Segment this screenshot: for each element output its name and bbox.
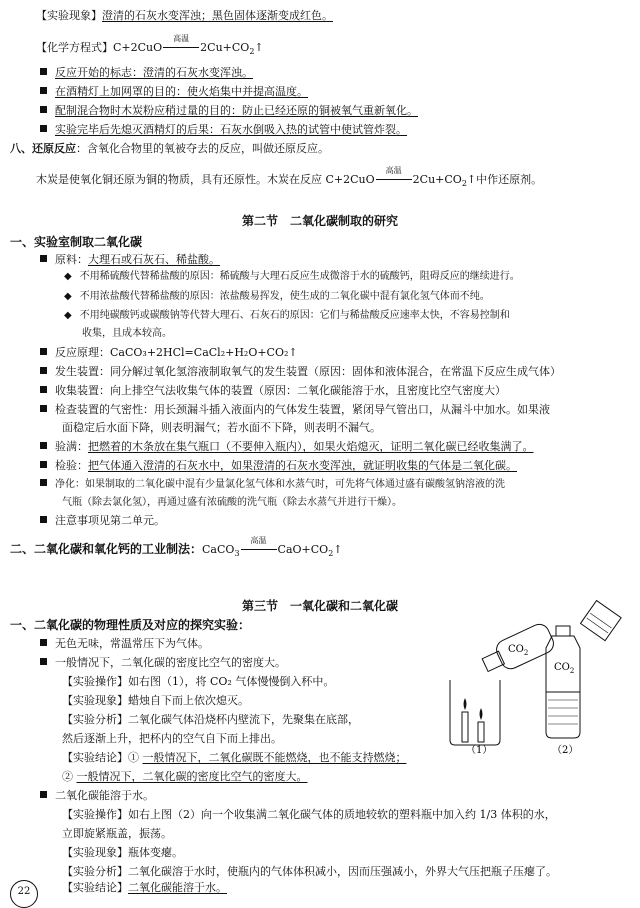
- prop-3-text: 二氧化碳能溶于水。: [55, 789, 154, 802]
- diamond-bullet-icon: ◆: [64, 271, 72, 282]
- figure-caption-2: （2）: [552, 745, 579, 756]
- condition-text-3: 高温: [250, 536, 267, 545]
- diamond-1: [64, 269, 520, 285]
- diamond-bullet-icon: ◆: [64, 291, 72, 302]
- flame-icon: [464, 698, 467, 710]
- an2-label: 【实验分析】: [62, 865, 128, 878]
- square-bullet-icon: [40, 516, 47, 523]
- bullet-1: [40, 65, 253, 81]
- co2-experiment-figure: [440, 600, 630, 760]
- bullet-text: 配制混合物时木炭粉应稍过量的目的：防止已经还原的铜被氧气重新氧化。: [55, 104, 418, 117]
- prop-1: [40, 636, 209, 652]
- diamond-3-cont: 收集，且成本较高。: [82, 328, 172, 339]
- collector-line: [40, 383, 506, 399]
- co2-text: 二氧化碳能溶于水。: [128, 881, 227, 894]
- airtight-text: 检查装置的气密性：用长颈漏斗插入液面内的气体发生装置，紧闭导气管出口，从漏斗中加水。如果液: [55, 403, 550, 416]
- carbon-line: [36, 166, 543, 192]
- generator-line: [40, 364, 561, 380]
- principle-line: [40, 345, 298, 361]
- bullet-text: 在酒精灯上加网罩的目的：使火焰集中并提高温度。: [55, 85, 308, 98]
- an1-label: 【实验分析】: [62, 713, 128, 726]
- section2-heading1: 一、实验室制取二氧化碳: [10, 235, 143, 249]
- co1-label: 【实验结论】: [62, 751, 128, 764]
- an1-cont: 然后逐渐上升，把杯内的空气自下而上排出。: [62, 732, 282, 745]
- condition-high-temp-2: [375, 166, 413, 188]
- raw-label: 原料：: [55, 253, 88, 266]
- principle-text: CaCO₃+2HCl=CaCl₂+H₂O+CO₂↑: [110, 346, 298, 359]
- ph1-line: [62, 693, 249, 709]
- co2-label: 【实验结论】: [62, 881, 128, 894]
- industrial-right: CaO+CO: [277, 543, 329, 556]
- bullet-text: 实验完毕后先熄灭酒精灯的后果：石灰水倒吸入热的试管中使试管炸裂。: [55, 123, 407, 136]
- diamond-text: 不用浓盐酸代替稀盐酸的原因：浓盐酸易挥发，使生成的二氧化碳中混有氯化氢气体而不纯。: [79, 291, 490, 302]
- beaker-icon: [450, 680, 500, 745]
- op1-label: 【实验操作】: [62, 675, 128, 688]
- an1-text: 二氧化碳气体沿烧杯内壁流下，先聚集在底部，: [128, 713, 359, 726]
- square-bullet-icon: [40, 348, 47, 355]
- diamond-3: [64, 308, 510, 324]
- co1-num2: ②: [62, 770, 73, 783]
- diamond-2: [64, 289, 490, 305]
- co1-num1: ①: [128, 751, 139, 764]
- equation-line: [36, 34, 264, 60]
- op2-label: 【实验操作】: [62, 808, 128, 821]
- prop-2-text: 一般情况下，二氧化碳的密度比空气的密度大。: [55, 656, 286, 669]
- full-check-label: 验满：: [55, 440, 88, 453]
- op1-text: 如右图（1），将 CO₂ 气体慢慢倒入杯中。: [128, 675, 335, 688]
- ph1-text: 蜡烛自下而上依次熄灭。: [128, 694, 249, 707]
- carbon-after1: 2Cu+CO: [412, 173, 462, 186]
- section2-title: 第二节 二氧化碳制取的研究: [241, 214, 398, 228]
- section8-num: 八、: [10, 142, 32, 155]
- co2-label-1: $CO_2$: [508, 644, 529, 657]
- test-line: [40, 458, 517, 474]
- ph2-text: 瓶体变瘪。: [128, 846, 183, 859]
- phenomenon-label: 【实验现象】: [36, 9, 102, 22]
- co2-label-2: $CO_2$: [554, 662, 575, 675]
- an2-line: [62, 864, 557, 880]
- ph2-label: 【实验现象】: [62, 846, 128, 859]
- equation-label: 【化学方程式】: [36, 41, 113, 54]
- industrial-arrow: ↑: [333, 543, 343, 556]
- equation-arrow: ↑: [254, 41, 264, 54]
- airtight-cont: 面稳定后水面下降，则表明漏气；若水面不下降，则表明不漏气。: [62, 421, 381, 434]
- bullet-text: 反应开始的标志：澄清的石灰水变浑浊。: [55, 66, 253, 79]
- candle-icon: [478, 722, 484, 742]
- diamond-bullet-icon: ◆: [64, 310, 72, 321]
- op1-line: [62, 674, 334, 690]
- condition-high-temp: [162, 34, 200, 56]
- equation-left: C+2CuO: [113, 41, 163, 54]
- collector-text: 收集装置：向上排空气法收集气体的装置（原因：二氧化碳能溶于水，且密度比空气密度大）: [55, 384, 506, 397]
- prop-1-text: 无色无味，常温常压下为气体。: [55, 637, 209, 650]
- carbon-sub: 2: [461, 179, 467, 189]
- carbon-after2: ↑中作还原剂。: [466, 173, 543, 186]
- ph2-line: [62, 845, 183, 861]
- co1-text2: 一般情况下，二氧化碳的密度比空气的密度大。: [76, 770, 308, 783]
- square-bullet-icon: [40, 125, 47, 132]
- bullet-3: [40, 103, 418, 119]
- test-label: 检验：: [55, 459, 88, 472]
- square-bullet-icon: [40, 106, 47, 113]
- raw-text: 大理石或石灰石、稀盐酸。: [88, 253, 220, 266]
- figure-caption-1: （1）: [466, 745, 493, 756]
- ph1-label: 【实验现象】: [62, 694, 128, 707]
- co1-cont: [62, 769, 308, 785]
- square-bullet-icon: [40, 68, 47, 75]
- section3-heading1: 一、二氧化碳的物理性质及对应的探究实验：: [10, 618, 251, 632]
- candle-icon: [462, 712, 468, 742]
- square-bullet-icon: [40, 442, 47, 449]
- purify-line: [40, 477, 505, 493]
- generator-text: 发生装置：同分解过氧化氢溶液制取氧气的发生装置（原因：固体和液体混合，在常温下反应生成气体）: [55, 365, 561, 378]
- co1-line: [62, 750, 407, 766]
- industrial-heading: 二、二氧化碳和氧化钙的工业制法：: [10, 542, 203, 556]
- bullet-4: [40, 122, 407, 138]
- square-bullet-icon: [40, 405, 47, 412]
- raw-materials: [40, 252, 220, 268]
- test-text: 把气体通入澄清的石灰水中，如果澄清的石灰水变浑浊，就证明收集的气体是二氧化碳。: [88, 459, 517, 472]
- phenomenon-text: 澄清的石灰水变浑浊；黑色固体逐渐变成红色。: [102, 9, 333, 22]
- bullet-2: [40, 84, 308, 100]
- section8-text: ：含氧化合物里的氧被夺去的反应，叫做还原反应。: [76, 142, 329, 155]
- square-bullet-icon: [40, 87, 47, 94]
- condition-high-temp-3: [240, 536, 278, 558]
- airtight-line: [40, 402, 550, 418]
- flame-icon: [480, 708, 483, 720]
- co1-text1: 一般情况下，二氧化碳既不能燃烧，也不能支持燃烧；: [142, 751, 407, 764]
- square-bullet-icon: [40, 367, 47, 374]
- an1-line: [62, 712, 359, 728]
- industrial-left: CaCO: [202, 543, 235, 556]
- co2-line: [62, 880, 227, 896]
- industrial-line: [10, 536, 343, 562]
- phenomenon-line: [36, 8, 333, 24]
- page-number: 22: [10, 880, 38, 908]
- equation-sub: 2: [249, 47, 255, 57]
- op2-line: [62, 807, 556, 823]
- section8-line: [10, 141, 329, 157]
- full-check-line: [40, 439, 534, 455]
- plastic-bottle-icon: [546, 626, 580, 738]
- prop-3: [40, 788, 154, 804]
- square-bullet-icon: [40, 255, 47, 262]
- principle-label: 反应原理：: [55, 346, 110, 359]
- op2-text: 如右上图（2）向一个收集满二氧化碳气体的质地较软的塑料瓶中加入约 1/3 体积的水，: [128, 808, 556, 821]
- purify-cont: 气瓶（除去氯化氢），再通过盛有浓硫酸的洗气瓶（除去水蒸气并进行干燥）。: [62, 497, 402, 508]
- square-bullet-icon: [40, 791, 47, 798]
- square-bullet-icon: [40, 658, 47, 665]
- equation-right: 2Cu+CO: [200, 41, 250, 54]
- prop-2: [40, 655, 286, 671]
- notes-text: 注意事项见第二单元。: [55, 514, 165, 527]
- full-check-text: 把燃着的木条放在集气瓶口（不要伸入瓶内），如果火焰熄灭，证明二氧化碳已经收集满了。: [88, 440, 534, 453]
- industrial-sub2: 2: [328, 549, 334, 559]
- condition-text: 高温: [173, 34, 190, 43]
- condition-text-2: 高温: [385, 166, 402, 175]
- an2-text: 二氧化碳溶于水时，使瓶内的气体体积减小，因而压强减小，外界大气压把瓶子压瘪了。: [128, 865, 557, 878]
- square-bullet-icon: [40, 639, 47, 646]
- square-bullet-icon: [40, 386, 47, 393]
- industrial-sub: 3: [234, 549, 240, 559]
- water-beaker-icon: [581, 601, 622, 641]
- section8-title: 还原反应: [32, 142, 76, 155]
- square-bullet-icon: [40, 461, 47, 468]
- diamond-text: 不用纯碳酸钙或碳酸钠等代替大理石、石灰石的原因：它们与稀盐酸反应速率太快，不容易控制和: [79, 310, 510, 321]
- diamond-text: 不用稀硫酸代替稀盐酸的原因：稀硫酸与大理石反应生成微溶于水的硫酸钙，阻碍反应的继续进行。: [79, 271, 520, 282]
- square-bullet-icon: [40, 479, 47, 486]
- section3-title: 第三节 一氧化碳和二氧化碳: [241, 599, 398, 613]
- op2-cont: 立即旋紧瓶盖，振荡。: [62, 827, 172, 840]
- carbon-before: 木炭是使氧化铜还原为铜的物质，具有还原性。木炭在反应 C+2CuO: [36, 173, 375, 186]
- purify-text: 净化：如果制取的二氧化碳中混有少量氯化氢气体和水蒸气时，可先将气体通过盛有碳酸氢钠溶液的洗: [55, 479, 505, 490]
- notes-line: [40, 513, 165, 529]
